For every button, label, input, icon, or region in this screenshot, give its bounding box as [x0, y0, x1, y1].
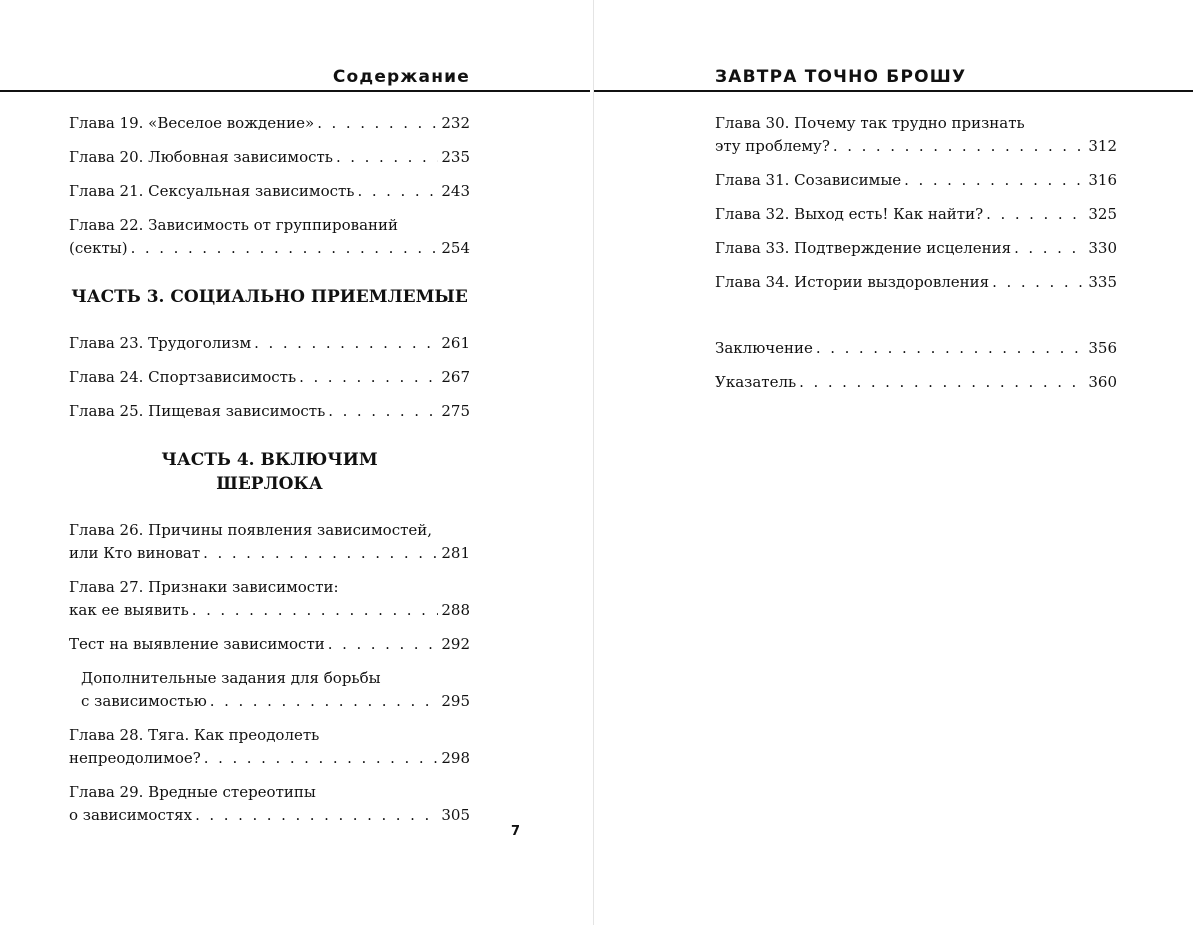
toc-page-number: 312 — [1088, 137, 1117, 155]
dot-leader — [299, 366, 438, 389]
toc-entry-title: Глава 26. Причины появления зависимостей, — [69, 521, 433, 539]
toc-page-number: 330 — [1088, 239, 1117, 257]
toc-entry[interactable] — [69, 576, 470, 622]
dot-leader — [192, 599, 439, 622]
toc-entry-title: Глава 30. Почему так трудно признать — [715, 114, 1025, 132]
toc-page-number: 275 — [441, 402, 470, 420]
dot-leader — [204, 747, 439, 770]
dot-leader — [904, 169, 1085, 192]
dot-leader — [816, 337, 1085, 360]
toc-entry-title: или Кто виноват — [69, 544, 201, 562]
toc-entry-line — [69, 747, 470, 770]
toc-entry-line — [69, 332, 470, 355]
toc-page-number: 298 — [441, 749, 470, 767]
toc-page-number: 281 — [441, 544, 470, 562]
toc-page-number: 356 — [1088, 339, 1117, 357]
toc-entry-line — [81, 690, 470, 713]
toc-entry[interactable] — [715, 169, 1117, 192]
toc-entry-title: Глава 24. Спортзависимость — [69, 368, 297, 386]
toc-entry-line — [69, 633, 470, 656]
toc-page-number: 254 — [441, 239, 470, 257]
dot-leader — [254, 332, 438, 355]
toc-entry[interactable] — [69, 667, 470, 713]
toc-entry[interactable] — [69, 366, 470, 389]
toc-entry-line — [69, 542, 470, 565]
toc-entry-title: непреодолимое? — [69, 749, 201, 767]
dot-leader — [992, 271, 1085, 294]
toc-page-number: 335 — [1088, 273, 1117, 291]
toc-entry-line — [715, 371, 1117, 394]
toc-entry-title: Глава 32. Выход есть! Как найти? — [715, 205, 984, 223]
toc-entry[interactable] — [69, 781, 470, 827]
toc-entry-title: Тест на выявление зависимости — [69, 635, 325, 653]
toc-entry-line — [69, 724, 470, 747]
toc-entry-line — [81, 667, 470, 690]
toc-page-number: 235 — [441, 148, 470, 166]
running-head-left: Содержание — [332, 67, 470, 87]
toc-entry-line — [715, 203, 1117, 226]
toc-entry[interactable] — [69, 180, 470, 203]
toc-entry-title: Глава 33. Подтверждение исцеления — [715, 239, 1012, 257]
toc-entry[interactable] — [715, 337, 1117, 360]
toc-page-number: 305 — [441, 806, 470, 824]
toc-entry[interactable] — [69, 146, 470, 169]
toc-entry-line — [715, 337, 1117, 360]
toc-entry[interactable] — [715, 112, 1117, 158]
toc-entry-title: Глава 28. Тяга. Как преодолеть — [69, 726, 320, 744]
toc-entry-line — [715, 169, 1117, 192]
toc-entry-title: о зависимостях — [69, 806, 193, 824]
dot-leader — [357, 180, 438, 203]
toc-page-number: 325 — [1088, 205, 1117, 223]
right-page — [594, 0, 1193, 925]
toc-entry-title: с зависимостью — [81, 692, 207, 710]
toc-spacer — [715, 305, 1117, 337]
dot-leader — [328, 633, 439, 656]
toc-page-number: 292 — [441, 635, 470, 653]
toc-entry[interactable] — [715, 371, 1117, 394]
toc-entry-title: Глава 25. Пищевая зависимость — [69, 402, 326, 420]
toc-page-number: 261 — [441, 334, 470, 352]
section-heading: ЧАСТЬ 4. ВКЛЮЧИМ ШЕРЛОКА — [161, 450, 378, 494]
dot-leader — [1014, 237, 1085, 260]
toc-entry[interactable] — [715, 203, 1117, 226]
dot-leader — [195, 804, 438, 827]
toc-entry[interactable] — [715, 271, 1117, 294]
toc-entry-title: Глава 29. Вредные стереотипы — [69, 783, 316, 801]
toc-entry-line — [69, 781, 470, 804]
toc-entry-line — [715, 237, 1117, 260]
toc-entry-title: Глава 19. «Веселое вождение» — [69, 114, 315, 132]
toc-entry-line — [69, 400, 470, 423]
dot-leader — [131, 237, 439, 260]
dot-leader — [986, 203, 1085, 226]
toc-entry-title: Глава 23. Трудоголизм — [69, 334, 252, 352]
toc-entry[interactable] — [715, 237, 1117, 260]
toc-entry-title: эту проблему? — [715, 137, 830, 155]
toc-entry-line — [69, 237, 470, 260]
dot-leader — [203, 542, 438, 565]
toc-page-number: 316 — [1088, 171, 1117, 189]
dot-leader — [328, 400, 438, 423]
dot-leader — [833, 135, 1085, 158]
toc-entry-title: как ее выявить — [69, 601, 189, 619]
toc-entry-line — [715, 271, 1117, 294]
toc-entry[interactable] — [69, 214, 470, 260]
toc-page-number: 267 — [441, 368, 470, 386]
dot-leader — [317, 112, 438, 135]
toc-page-number: 288 — [441, 601, 470, 619]
toc-right — [715, 112, 1117, 405]
toc-page-number: 295 — [441, 692, 470, 710]
toc-entry-title: Глава 20. Любовная зависимость — [69, 148, 333, 166]
toc-page-number: 232 — [441, 114, 470, 132]
toc-entry[interactable] — [69, 332, 470, 355]
dot-leader — [210, 690, 439, 713]
page-number: 7 — [511, 824, 521, 839]
running-head-right: ЗАВТРА ТОЧНО БРОШУ — [715, 67, 967, 87]
toc-entry-line — [715, 112, 1117, 135]
toc-page-number: 360 — [1088, 373, 1117, 391]
toc-entry-title: Глава 34. Истории выздоровления — [715, 273, 990, 291]
dot-leader — [799, 371, 1085, 394]
header-rule-right — [594, 90, 1193, 92]
toc-entry-line — [69, 214, 470, 237]
header-rule-left — [0, 90, 590, 92]
toc-entry-line — [69, 366, 470, 389]
toc-entry-title: Глава 22. Зависимость от группирований — [69, 216, 399, 234]
toc-entry-line — [69, 804, 470, 827]
section-heading: ЧАСТЬ 3. СОЦИАЛЬНО ПРИЕМЛЕМЫЕ — [71, 287, 468, 307]
toc-entry-line — [69, 112, 470, 135]
toc-entry-line — [69, 599, 470, 622]
toc-entry-title: Дополнительные задания для борьбы — [81, 669, 381, 687]
toc-entry[interactable] — [69, 112, 470, 135]
toc-entry[interactable] — [69, 724, 470, 770]
toc-entry-line — [69, 146, 470, 169]
toc-entry[interactable] — [69, 633, 470, 656]
toc-entry-title: Глава 31. Созависимые — [715, 171, 902, 189]
toc-entry-line — [69, 180, 470, 203]
toc-entry[interactable] — [69, 400, 470, 423]
toc-entry-line — [69, 576, 470, 599]
toc-entry-title: Глава 21. Сексуальная зависимость — [69, 182, 355, 200]
toc-entry-title: (секты) — [69, 239, 128, 257]
toc-page-number: 243 — [441, 182, 470, 200]
left-page — [0, 0, 593, 925]
toc-entry-title: Заключение — [715, 339, 813, 357]
toc-entry-line — [715, 135, 1117, 158]
toc-entry-title: Указатель — [715, 373, 797, 391]
toc-entry[interactable] — [69, 519, 470, 565]
dot-leader — [336, 146, 438, 169]
toc-entry-title: Глава 27. Признаки зависимости: — [69, 578, 339, 596]
toc-entry-line — [69, 519, 470, 542]
toc-left — [69, 112, 470, 838]
